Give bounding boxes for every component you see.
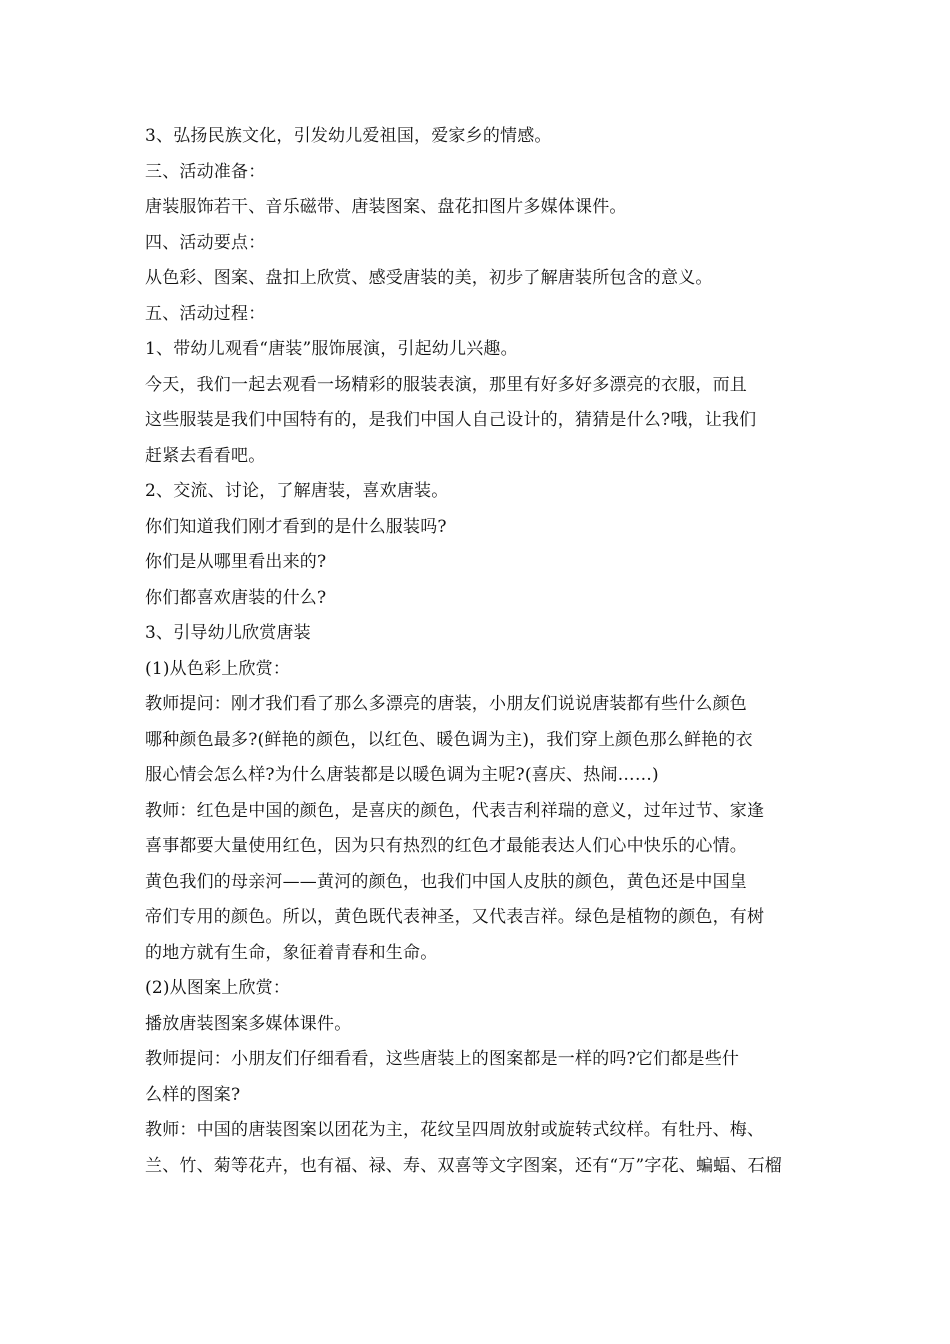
step-heading: 2、交流、讨论，了解唐装，喜欢唐装。 (145, 481, 449, 501)
text-line: 从色彩、图案、盘扣上欣赏、感受唐装的美，初步了解唐装所包含的意义。 (145, 268, 713, 288)
text-line: 兰、竹、菊等花卉，也有福、禄、寿、双喜等文字图案，还有“万”字花、蝙蝠、石榴 (145, 1155, 782, 1176)
text-line: 3、弘扬民族文化，引发幼儿爱祖国，爱家乡的情感。 (145, 126, 552, 146)
text-line: 你们知道我们刚才看到的是什么服装吗? (145, 516, 447, 537)
text-line: 喜事都要大量使用红色，因为只有热烈的红色才最能表达人们心中快乐的心情。 (145, 836, 747, 856)
document-body (145, 119, 807, 1184)
text-line: 教师提问：小朋友们仔细看看，这些唐装上的图案都是一样的吗?它们都是些什 (145, 1049, 740, 1069)
text-line: 教师提问：刚才我们看了那么多漂亮的唐装，小朋友们说说唐装都有些什么颜色 (145, 694, 747, 714)
text-line: 你们都喜欢唐装的什么? (145, 587, 327, 608)
text-line: 教师：中国的唐装图案以团花为主，花纹呈四周放射或旋转式纹样。有牡丹、梅、 (145, 1120, 765, 1140)
section-heading: 五、活动过程： (145, 303, 266, 324)
text-line: 黄色我们的母亲河——黄河的颜色，也我们中国人皮肤的颜色，黄色还是中国皇 (145, 871, 747, 892)
text-line: 哪种颜色最多?(鲜艳的颜色，以红色、暖色调为主)，我们穿上颜色那么鲜艳的衣 (145, 729, 753, 750)
text-line: 唐装服饰若干、音乐磁带、唐装图案、盘花扣图片多媒体课件。 (145, 197, 627, 217)
section-heading: 三、活动准备： (145, 161, 266, 182)
text-line: 这些服装是我们中国特有的，是我们中国人自己设计的，猜猜是什么?哦，让我们 (145, 410, 757, 430)
step-heading: 1、带幼儿观看“唐装”服饰展演，引起幼儿兴趣。 (145, 339, 518, 359)
text-line: 今天，我们一起去观看一场精彩的服装表演，那里有好多好多漂亮的衣服，而且 (145, 374, 747, 395)
step-heading: 3、引导幼儿欣赏唐装 (145, 623, 311, 643)
text-line: 教师：红色是中国的颜色，是喜庆的颜色，代表吉利祥瑞的意义，过年过节、家逢 (145, 800, 765, 821)
text-line: 么样的图案? (145, 1084, 241, 1105)
text-line: 的地方就有生命，象征着青春和生命。 (145, 942, 438, 963)
text-line: 赶紧去看看吧。 (145, 445, 266, 466)
sub-heading: (1)从色彩上欣赏： (145, 658, 291, 679)
text-line: 服心情会怎么样?为什么唐装都是以暖色调为主呢?(喜庆、热闹……) (145, 765, 659, 785)
text-line: 帝们专用的颜色。所以，黄色既代表神圣，又代表吉祥。绿色是植物的颜色，有树 (145, 907, 765, 927)
sub-heading: (2)从图案上欣赏： (145, 978, 291, 998)
text-line: 播放唐装图案多媒体课件。 (145, 1013, 352, 1034)
section-heading: 四、活动要点： (145, 232, 266, 253)
text-line: 你们是从哪里看出来的? (145, 552, 327, 572)
